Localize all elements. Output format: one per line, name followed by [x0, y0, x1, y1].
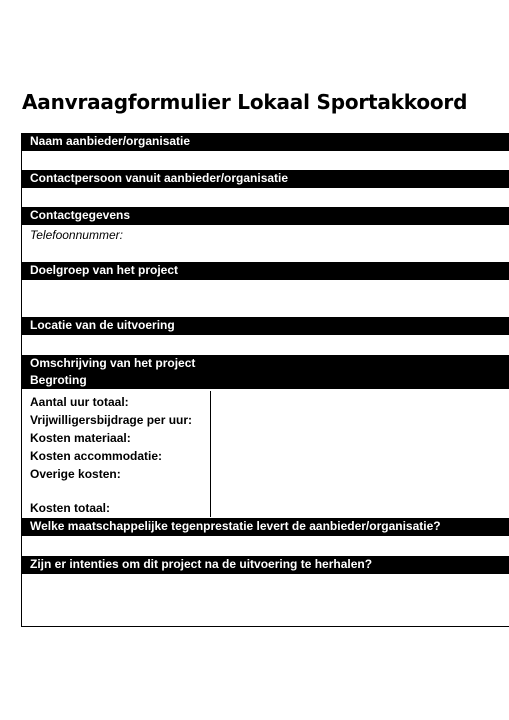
- section-intentions-header: [22, 556, 509, 574]
- section-contact-details-label: Contactgegevens: [30, 208, 131, 222]
- budget-accommodation-costs-label: Kosten accommodatie:: [30, 449, 163, 463]
- section-target-group-label: Doelgroep van het project: [30, 263, 179, 277]
- application-form: [21, 133, 509, 627]
- section-budget-label: Begroting: [30, 373, 87, 387]
- page-title: Aanvraagformulier Lokaal Sportakkoord: [22, 90, 468, 114]
- budget-total-hours-label: Aantal uur totaal:: [30, 395, 129, 409]
- section-counter-performance-header: [22, 518, 509, 536]
- budget-column-divider: [210, 391, 211, 517]
- section-contact-person-header: [22, 170, 509, 188]
- section-target-group-header: [22, 262, 509, 280]
- budget-other-costs-label: Overige kosten:: [30, 467, 121, 481]
- section-contact-person-label: Contactpersoon vanuit aanbieder/organisatie: [30, 171, 289, 185]
- section-description-label: Omschrijving van het project: [30, 356, 196, 370]
- budget-material-costs-label: Kosten materiaal:: [30, 431, 131, 445]
- section-organisation-label: Naam aanbieder/organisatie: [30, 134, 191, 148]
- section-intentions-label: Zijn er intenties om dit project na de uitvoering te herhalen?: [30, 557, 373, 571]
- section-organisation-header: [22, 133, 509, 151]
- phone-number-label: Telefoonnummer:: [30, 228, 123, 242]
- section-location-label: Locatie van de uitvoering: [30, 318, 175, 332]
- section-description-budget-header: [22, 355, 509, 389]
- budget-total-costs-label: Kosten totaal:: [30, 501, 111, 515]
- section-contact-details-header: [22, 207, 509, 225]
- section-counter-performance-label: Welke maatschappelijke tegenprestatie levert de aanbieder/organisatie?: [30, 519, 441, 533]
- section-location-header: [22, 317, 509, 335]
- budget-volunteer-rate-label: Vrijwilligersbijdrage per uur:: [30, 413, 193, 427]
- budget-items-list: [30, 393, 192, 483]
